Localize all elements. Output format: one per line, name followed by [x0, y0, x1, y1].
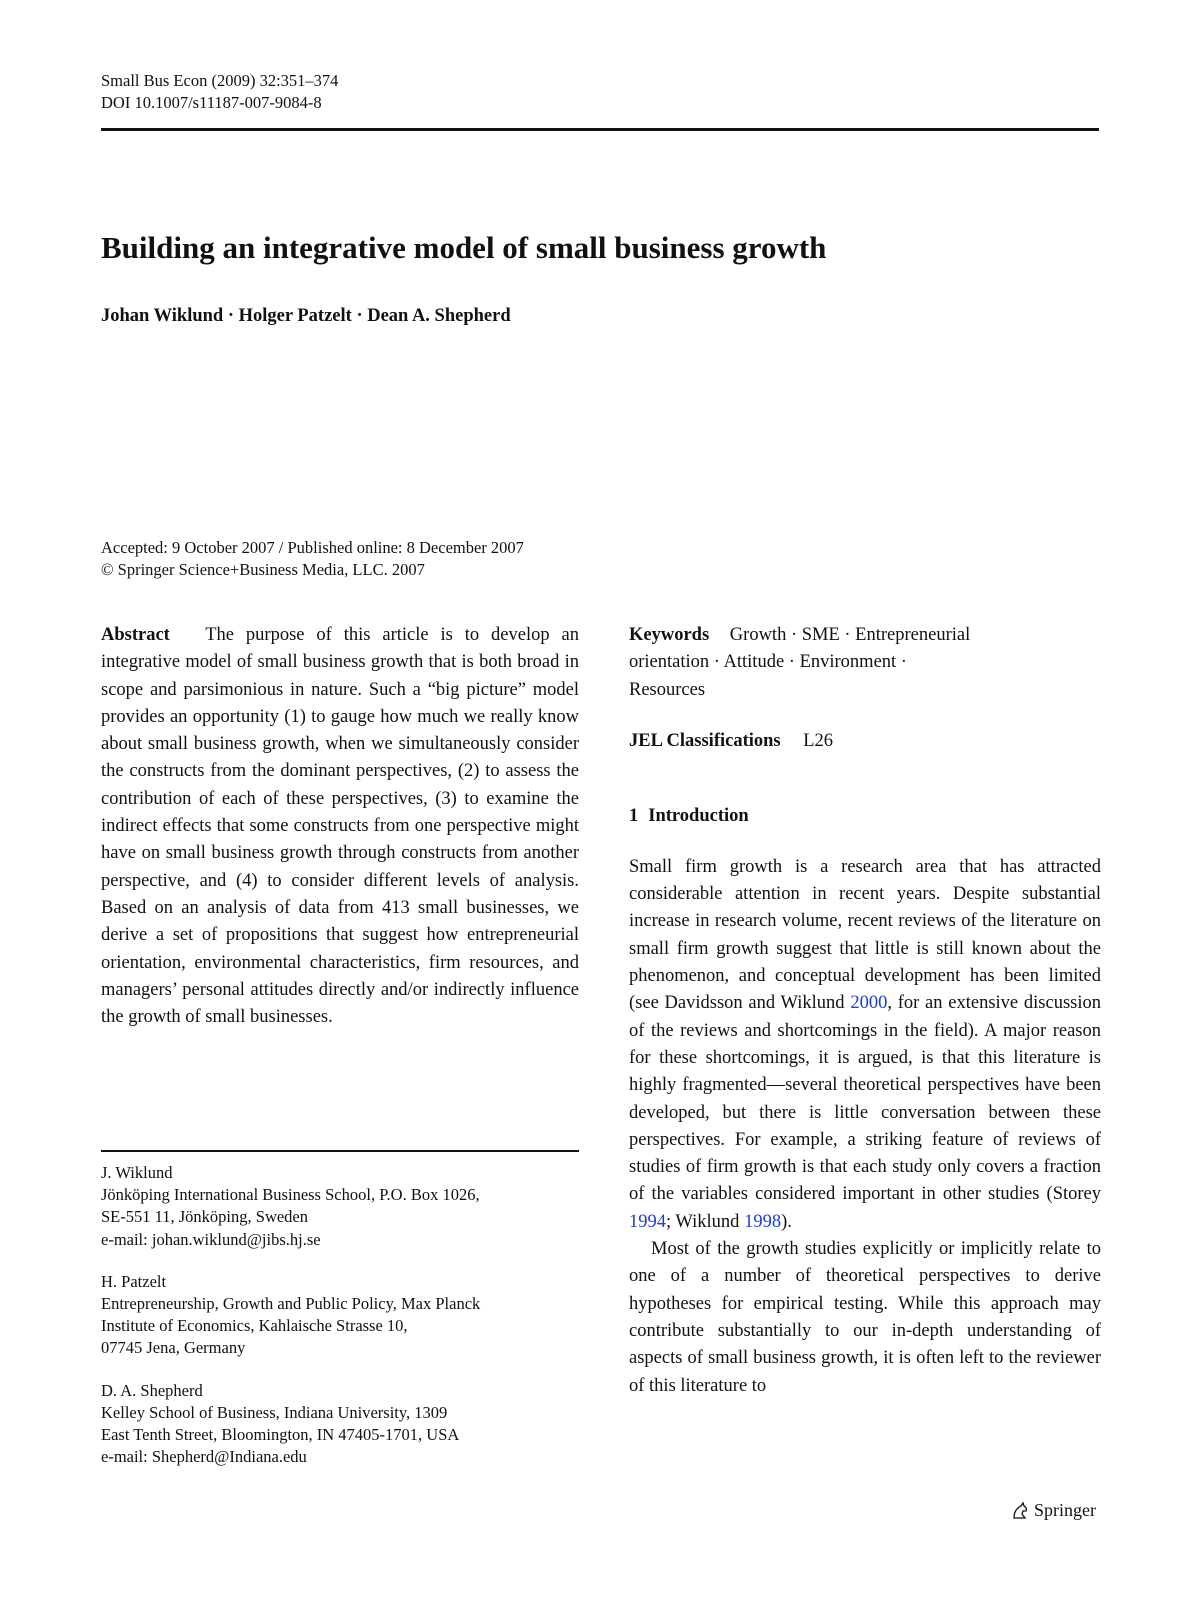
affiliation-line: SE-551 11, Jönköping, Sweden [101, 1207, 309, 1227]
left-column [101, 622, 579, 1031]
accepted-published-line: Accepted: 9 October 2007 / Published online: 8 December 2007 [101, 538, 524, 557]
affiliation-email[interactable]: e-mail: Shepherd@Indiana.edu [101, 1447, 307, 1467]
intro-paragraph-2: Most of the growth studies explicitly or implicitly relate to one of a number of theoretical perspectives to derive hypotheses for empirical testing. While this approach may contribute substantially to our in-depth understanding of aspects of small business growth, it is often left to the reviewer of this literature to [629, 1239, 1101, 1396]
publisher-name: Springer [1034, 1500, 1096, 1520]
keywords-line [629, 622, 1101, 649]
section-title: Introduction [648, 805, 749, 826]
journal-citation: Small Bus Econ (2009) 32:351–374 [101, 71, 339, 90]
affiliations [101, 1162, 579, 1488]
affiliation-email[interactable]: e-mail: johan.wiklund@jibs.hj.se [101, 1229, 321, 1249]
publisher-logo [1010, 1500, 1096, 1521]
intro-text: , for an extensive discussion of the reviews and shortcomings in the field). A major reason for these shortcomings, it is argued, is that this literature is highly fragmented—several theoretical perspectives have been developed, but there is little conversation between these perspectives. For example, a striking feature of reviews of studies of firm growth is that each study only covers a fraction of the variables considered important in other studies (Storey [629, 993, 1101, 1205]
publication-dates [101, 537, 524, 581]
affiliation-line: Entrepreneurship, Growth and Public Policy, Max Planck [101, 1294, 481, 1314]
affiliation-name: D. A. Shepherd [101, 1380, 203, 1400]
intro-paragraph-1 [629, 854, 1101, 1236]
jel-classifications [629, 731, 1101, 752]
citation-link[interactable]: 1994 [629, 1211, 666, 1232]
jel-value: L26 [803, 730, 834, 751]
author-list: Johan Wiklund · Holger Patzelt · Dean A. Shepherd [101, 306, 511, 326]
intro-text: ; Wiklund [666, 1211, 745, 1232]
affiliation-wiklund [101, 1162, 579, 1251]
right-column [629, 622, 1101, 1400]
article-title: Building an integrative model of small business growth [101, 230, 827, 265]
intro-text: Small firm growth is a research area that has attracted considerable attention in recent years. Despite substantial increase in research volume, recent reviews of the literature on small firm growth suggest that little is still known about the phenomenon, and conceptual development has been limited (see Davidsson and Wiklund [629, 856, 1101, 1014]
springer-horse-icon [1010, 1501, 1030, 1521]
abstract-text: The purpose of this article is to develop an integrative model of small business growth that is both broad in scope and parsimonious in nature. Such a “big picture” model provides an opportunity (1) to gauge how much we really know about small business growth, when we simultaneously consider the constructs from the dominant perspectives, (2) to assess the contribution of each of these perspectives, (3) to examine the indirect effects that some constructs from one perspective might have on small business growth through constructs from another perspective, and (4) to consider different levels of analysis. Based on an analysis of data from 413 small businesses, we derive a set of propositions that suggest how entrepreneurial orientation, environmental characteristics, firm resources, and managers’ personal attitudes directly and/or indirectly influence the growth of small businesses. [101, 625, 579, 1028]
keywords-heading: Keywords [629, 625, 710, 645]
section-heading [629, 806, 1101, 827]
affiliation-line: Kelley School of Business, Indiana University, 1309 [101, 1402, 448, 1422]
citation-link[interactable]: 1998 [744, 1211, 782, 1232]
doi[interactable]: DOI 10.1007/s11187-007-9084-8 [101, 93, 322, 112]
keywords-line: Resources [629, 679, 706, 700]
intro-text: ). [781, 1211, 792, 1232]
citation-link[interactable]: 2000 [850, 993, 888, 1014]
affiliation-name: J. Wiklund [101, 1163, 173, 1182]
keywords [629, 622, 1101, 704]
affiliation-name: H. Patzelt [101, 1271, 167, 1291]
affiliation-line: East Tenth Street, Bloomington, IN 47405-1701, USA [101, 1425, 460, 1445]
copyright-line: © Springer Science+Business Media, LLC. 2007 [101, 560, 425, 579]
keywords-text: Growth · SME · Entrepreneurial [729, 625, 971, 645]
affiliation-line: 07745 Jena, Germany [101, 1338, 246, 1358]
section-number: 1 [629, 805, 639, 826]
journal-header [101, 70, 338, 114]
keywords-line: orientation · Attitude · Environment · [629, 652, 907, 673]
header-rule [101, 128, 1099, 131]
affiliation-patzelt [101, 1271, 579, 1360]
affiliation-shepherd [101, 1380, 579, 1469]
abstract [101, 622, 579, 1031]
jel-heading: JEL Classifications [629, 730, 781, 751]
affiliation-line: Jönköping International Business School, P.O. Box 1026, [101, 1185, 480, 1205]
affiliation-rule [101, 1150, 579, 1152]
affiliation-line: Institute of Economics, Kahlaische Strasse 10, [101, 1316, 408, 1336]
abstract-heading: Abstract [101, 625, 170, 645]
